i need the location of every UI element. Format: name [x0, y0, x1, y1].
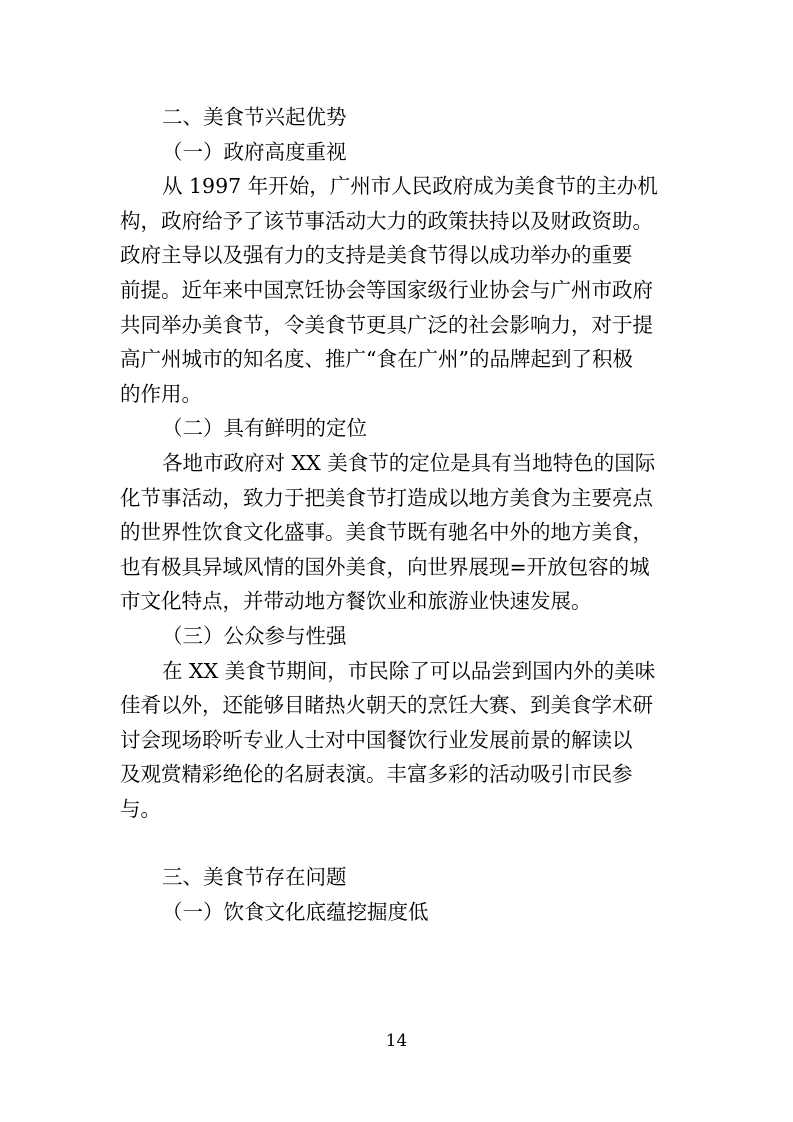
text-line: 与。	[120, 796, 161, 821]
paragraph-2-2	[120, 446, 676, 619]
subsection-title-2-1: （一）政府高度重视	[162, 139, 347, 164]
paragraph-2-3	[120, 654, 676, 827]
text-line: 在 XX 美食节期间，市民除了可以品尝到国内外的美味	[162, 658, 656, 683]
subsection-title-2-3: （三）公众参与性强	[162, 623, 347, 648]
paragraph-2-1	[120, 169, 676, 411]
document-body	[120, 100, 676, 930]
text-line: 也有极具异域风情的国外美食，向世界展现=开放包容的城	[120, 554, 650, 579]
text-line: 讨会现场聆听专业人士对中国餐饮行业发展前景的解读以	[120, 727, 633, 752]
text-line: 化节事活动，致力于把美食节打造成以地方美食为主要亮点	[120, 485, 653, 510]
section-heading-2: 二、美食节兴起优势	[162, 105, 347, 129]
text-line: 政府主导以及强有力的支持是美食节得以成功举办的重要	[120, 243, 633, 268]
text-line: 从 1997 年开始，广州市人民政府成为美食节的主办机	[162, 174, 658, 199]
subsection-title-3-1: （一）饮食文化底蕴挖掘度低	[162, 900, 429, 925]
text-line: 及观赏精彩绝伦的名厨表演。丰富多彩的活动吸引市民参	[120, 762, 633, 787]
text-line: 的作用。	[120, 381, 202, 406]
text-line: 前提。近年来中国烹饪协会等国家级行业协会与广州市政府	[120, 277, 653, 302]
text-line: 高广州城市的知名度、推广“食在广州”的品牌起到了积极	[120, 347, 633, 372]
text-line: 市文化特点，并带动地方餐饮业和旅游业快速发展。	[120, 589, 592, 614]
text-line: 共同举办美食节，令美食节更具广泛的社会影响力，对于提	[120, 312, 653, 337]
section-spacer	[120, 826, 676, 860]
page-number: 14	[385, 1031, 408, 1051]
text-line: 的世界性饮食文化盛事。美食节既有驰名中外的地方美食，	[120, 520, 653, 545]
text-line: 构，政府给予了该节事活动大力的政策扶持以及财政资助。	[120, 208, 653, 233]
subsection-title-2-2: （二）具有鲜明的定位	[162, 416, 367, 441]
text-line: 佳肴以外，还能够目睹热火朝天的烹饪大赛、到美食学术研	[120, 693, 653, 718]
text-line: 各地市政府对 XX 美食节的定位是具有当地特色的国际	[162, 450, 656, 475]
section-heading-3: 三、美食节存在问题	[162, 865, 347, 890]
